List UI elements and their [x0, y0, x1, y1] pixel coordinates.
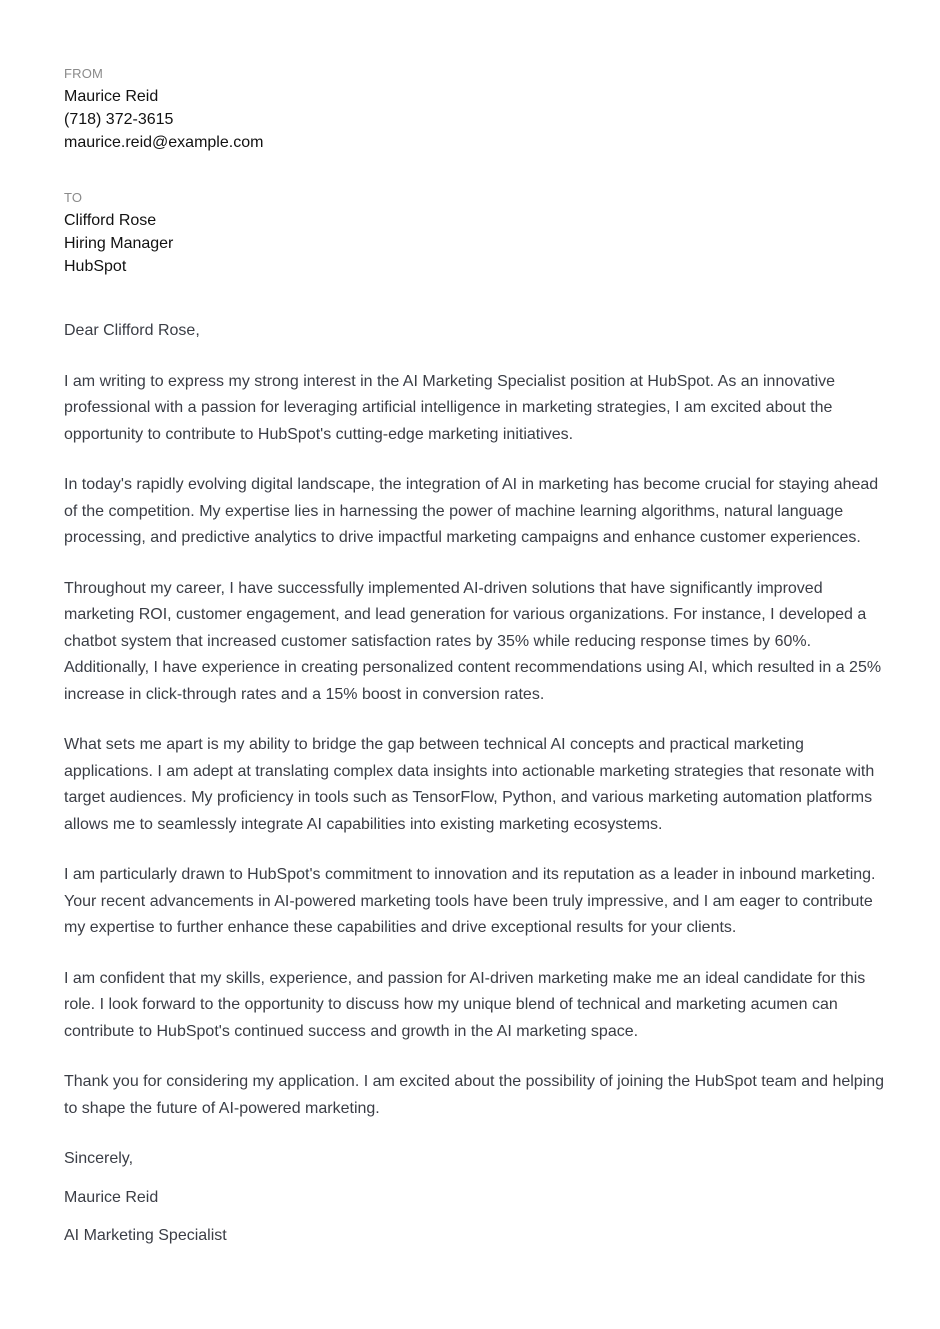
- from-label: FROM: [64, 66, 104, 81]
- recipient-company: HubSpot: [64, 258, 127, 275]
- paragraph: I am confident that my skills, experience, and passion for AI-driven marketing make me an ideal candidate for this role. I look forward to the opportunity to discuss how my unique blend of technical and marketing acumen can contribute to HubSpot's continued success and growth in the AI marketing space.: [64, 969, 866, 1040]
- sender-email: maurice.reid@example.com: [64, 134, 264, 151]
- sender-phone: (718) 372-3615: [64, 111, 174, 128]
- paragraph: In today's rapidly evolving digital landscape, the integration of AI in marketing has become crucial for staying ahead of the competition. My expertise lies in harnessing the power of machine learning algorithms, natural language processing, and predictive analytics to drive impactful marketing campaigns and enhance customer experiences.: [64, 476, 879, 546]
- paragraph: Throughout my career, I have successfully implemented AI-driven solutions that have significantly improved marketing ROI, customer engagement, and lead generation for various organizations. For instance, I developed a chatbot system that increased customer satisfaction rates by 35% while reducing response times by 60%. Additionally, I have experience in creating personalized content recommendations using AI, which resulted in a 25% increase in click-through rates and a 15% boost in conversion rates.: [64, 579, 882, 703]
- paragraph: I am particularly drawn to HubSpot's commitment to innovation and its reputation as a leader in inbound marketing. Your recent advancements in AI-powered marketing tools have been truly impressive, and I am eager to contribute my expertise to further enhance these capabilities and drive exceptional results for your clients.: [64, 866, 876, 936]
- recipient-name: Clifford Rose: [64, 212, 157, 229]
- closing: Sincerely,: [64, 1150, 134, 1167]
- paragraph: What sets me apart is my ability to bridge the gap between technical AI concepts and practical marketing applications. I am adept at translating complex data insights into actionable marketing strategies that resonate with target audiences. My proficiency in tools such as TensorFlow, Python, and various marketing automation platforms allows me to seamlessly integrate AI capabilities into existing marketing ecosystems.: [64, 736, 875, 833]
- paragraph: I am writing to express my strong interest in the AI Marketing Specialist position at HubSpot. As an innovative professional with a passion for leveraging artificial intelligence in marketing strategies, I am excited about the opportunity to contribute to HubSpot's cutting-edge marketing initiatives.: [64, 372, 836, 443]
- sender-block: [64, 66, 890, 154]
- salutation: Dear Clifford Rose,: [64, 322, 200, 339]
- letter-body: [64, 318, 890, 1250]
- recipient-title: Hiring Manager: [64, 235, 174, 252]
- signature-name: Maurice Reid: [64, 1188, 159, 1206]
- signature-title: AI Marketing Specialist: [64, 1227, 227, 1244]
- paragraph: Thank you for considering my application. I am excited about the possibility of joining the HubSpot team and helping to shape the future of AI-powered marketing.: [64, 1073, 885, 1117]
- recipient-block: [64, 190, 890, 278]
- to-label: TO: [64, 190, 83, 205]
- sender-name: Maurice Reid: [64, 88, 159, 105]
